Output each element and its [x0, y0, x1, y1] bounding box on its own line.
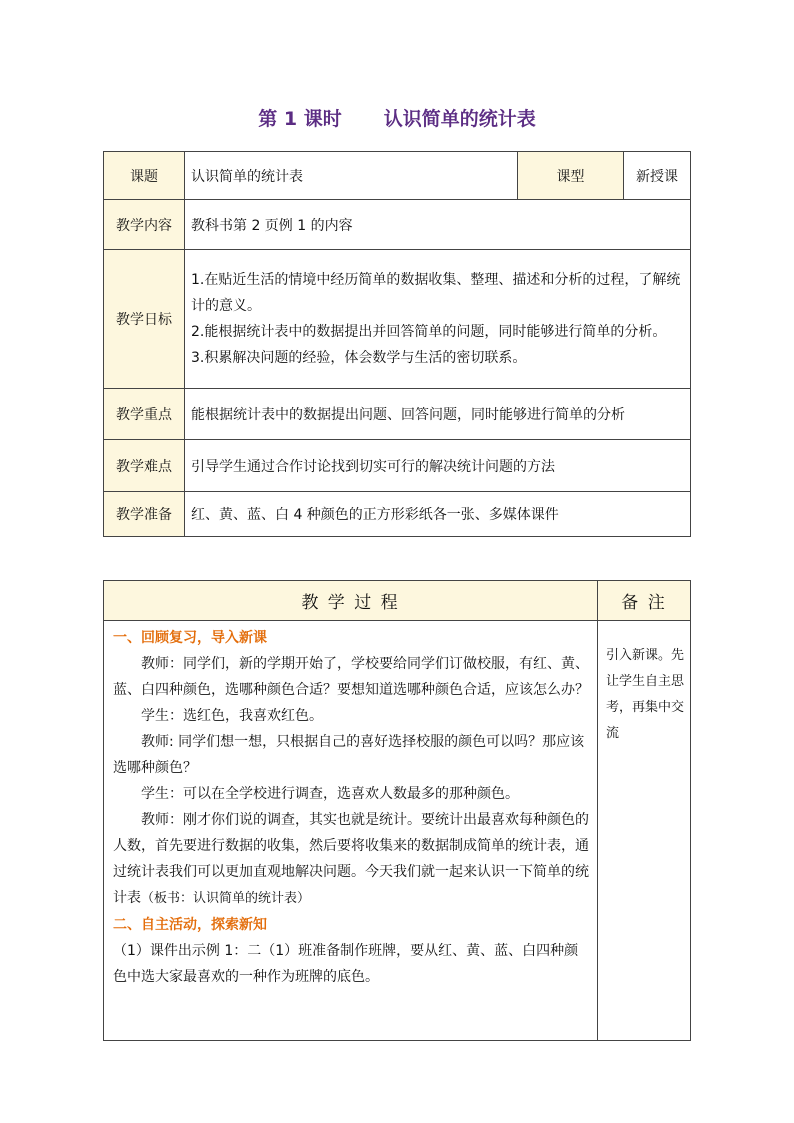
lesson-info-table	[103, 151, 691, 537]
prep-row	[104, 492, 691, 537]
difficulty-label: 教学难点	[104, 440, 185, 492]
process-header: 教 学 过 程	[104, 581, 598, 621]
section-heading: 一、回顾复习，导入新课	[113, 630, 267, 646]
process-content	[104, 621, 598, 1041]
paragraph: 教师：同学们，新的学期开始了，学校要给同学们订做校服，有红、黄、蓝、白四种颜色，选哪种颜色合适？要想知道选哪种颜色合适，应该怎么办？	[113, 656, 589, 698]
topic-label: 课题	[104, 152, 185, 200]
paragraph: 教师: 同学们想一想，只根据自己的喜好选择校服的颜色可以吗？那应该选哪种颜色？	[113, 734, 585, 776]
content-label: 教学内容	[104, 200, 185, 250]
goals-value	[185, 250, 691, 389]
difficulty-value: 引导学生通过合作讨论找到切实可行的解决统计问题的方法	[185, 440, 691, 492]
key-row	[104, 389, 691, 440]
page-title	[0, 104, 794, 131]
topic-row	[104, 152, 691, 200]
key-value: 能根据统计表中的数据提出问题、回答问题，同时能够进行简单的分析	[185, 389, 691, 440]
goal-item: 1.在贴近生活的情境中经历简单的数据收集、整理、描述和分析的过程，了解统计的意义。	[191, 272, 681, 314]
content-row	[104, 200, 691, 250]
difficulty-row	[104, 440, 691, 492]
goals-label: 教学日标	[104, 250, 185, 389]
lesson-topic: 认识简单的统计表	[383, 108, 536, 130]
goals-row	[104, 250, 691, 389]
blackboard-note: （板书：认识简单的统计表）	[141, 891, 311, 906]
teaching-process-table	[103, 580, 691, 1041]
paragraph	[113, 807, 589, 912]
notes-content: 引入新课。先让学生自主思考，再集中交流	[598, 621, 691, 1041]
paragraph: 学生：选红色，我喜欢红色。	[141, 708, 323, 724]
lesson-number: 第 1 课时	[258, 108, 342, 130]
paragraph: （1）课件出示例 1：二（1）班准备制作班牌，要从红、黄、蓝、白四种颜色中选大家最喜欢的一种作为班牌的底色。	[113, 943, 579, 985]
process-body-row	[104, 621, 691, 1041]
topic-value: 认识简单的统计表	[185, 152, 518, 200]
content-value: 教科书第 2 页例 1 的内容	[185, 200, 691, 250]
type-label: 课型	[518, 152, 624, 200]
prep-label: 教学准备	[104, 492, 185, 537]
goal-item: 3.积累解决问题的经验，体会数学与生活的密切联系。	[191, 350, 527, 366]
type-value: 新授课	[624, 152, 691, 200]
goal-item: 2.能根据统计表中的数据提出并回答简单的问题，同时能够进行简单的分析。	[191, 324, 667, 340]
prep-value: 红、黄、蓝、白 4 种颜色的正方形彩纸各一张、多媒体课件	[185, 492, 691, 537]
process-header-row	[104, 581, 691, 621]
section-heading: 二、自主活动，探索新知	[113, 917, 267, 933]
key-label: 教学重点	[104, 389, 185, 440]
paragraph-text: 教师：刚才你们说的调查，其实也就是统计。要统计出最喜欢每种颜色的人数，首先要进行数据的收集，然后要将收集来的数据制成简单的统计表，通过统计表我们可以更加直观地解决问题。今天我们就一起来认识一下简单的统计表	[113, 812, 589, 906]
paragraph: 学生：可以在全学校进行调查，选喜欢人数最多的那种颜色。	[141, 786, 519, 802]
notes-header: 备 注	[598, 581, 691, 621]
